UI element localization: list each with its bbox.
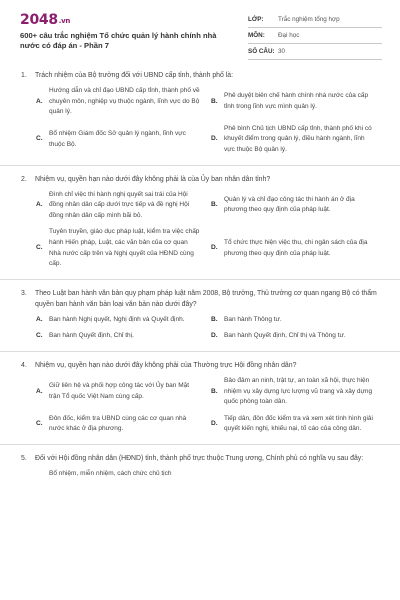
answer-option[interactable] bbox=[36, 227, 205, 269]
option-letter: A. bbox=[36, 97, 43, 105]
answer-option[interactable] bbox=[211, 414, 380, 435]
document-header bbox=[0, 0, 400, 62]
meta-value: Trắc nghiệm tổng hợp bbox=[278, 16, 340, 23]
answer-option[interactable] bbox=[36, 376, 205, 408]
question-body: Đối với Hội đồng nhân dân (HĐND) tỉnh, thành phố trực thuộc Trung ương, Chính phủ có nghĩa vụ sau đây: bbox=[35, 454, 364, 462]
question-text bbox=[21, 360, 380, 371]
question bbox=[0, 288, 400, 342]
answer-option[interactable] bbox=[36, 86, 205, 118]
option-text: Tuyên truyền, giáo dục pháp luật, kiểm tra việc chấp hành Hiến pháp, Luật, các văn bản của cơ quan Nhà nước cấp trên và Nghị quyết của HĐND cùng cấp. bbox=[49, 228, 200, 268]
meta-value: Đại học bbox=[278, 32, 300, 39]
question-divider bbox=[0, 279, 400, 280]
answer-option[interactable] bbox=[36, 469, 205, 480]
answer-option[interactable] bbox=[36, 124, 205, 156]
option-letter: D. bbox=[211, 419, 218, 427]
answer-option[interactable] bbox=[36, 315, 205, 326]
question-body: Trách nhiệm của Bộ trưởng đối với UBND cấp tỉnh, thành phố là: bbox=[35, 72, 234, 79]
option-list bbox=[21, 315, 380, 342]
option-list bbox=[21, 469, 380, 480]
answer-option[interactable] bbox=[211, 86, 380, 118]
logo-text: 2048 bbox=[20, 12, 58, 28]
option-text: Giữ liên hệ và phối hợp công tác với Ủy ban Mặt trận Tổ quốc Việt Nam cùng cấp. bbox=[49, 382, 190, 400]
option-text: Đôn đốc, kiểm tra UBND cùng các cơ quan nhà nước khác ở địa phương. bbox=[49, 414, 187, 433]
site-logo[interactable] bbox=[20, 12, 70, 28]
question-number: 2. bbox=[21, 175, 27, 183]
option-text: Ban hành Thông tư. bbox=[224, 315, 282, 323]
meta-row bbox=[248, 44, 382, 60]
document-meta bbox=[248, 12, 382, 60]
question bbox=[0, 174, 400, 270]
question-body: Nhiệm vụ, quyền hạn nào dưới đây không phải là của Ủy ban nhân dân tỉnh? bbox=[35, 175, 271, 183]
answer-option[interactable] bbox=[36, 190, 205, 222]
option-list bbox=[21, 190, 380, 270]
option-list bbox=[21, 86, 380, 156]
option-text: Tổ chức thực hiện việc thu, chi ngân sách của địa phương theo quy định của pháp luật. bbox=[224, 238, 368, 257]
option-text: Tiếp dân, đôn đốc kiểm tra và xem xét tình hình giải quyết kiến nghị, khiếu nại, tố cáo của công dân. bbox=[224, 414, 373, 433]
question-body: Nhiệm vụ, quyền hạn nào dưới đây không phải của Thường trực Hội đồng nhân dân? bbox=[35, 361, 297, 369]
option-text: Đình chỉ việc thi hành nghị quyết sai trái của Hội đồng nhân dân cấp dưới trực tiếp và đề nghị Hội đồng nhân dân cấp mình bãi bỏ. bbox=[49, 190, 190, 219]
option-letter: B. bbox=[211, 201, 218, 209]
question-number: 4. bbox=[21, 361, 27, 369]
option-text: Bổ nhiệm Giám đốc Sở quản lý ngành, lĩnh vực thuộc Bộ. bbox=[49, 130, 186, 148]
option-text: Bảo đảm an ninh, trật tự, an toàn xã hội, thực hiện nhiệm vụ xây dựng lực lượng vũ trang và xây dựng quốc phòng toàn dân. bbox=[224, 376, 373, 406]
question-divider bbox=[0, 444, 400, 445]
option-text: Ban hành Quyết định, Chỉ thị và Thông tư. bbox=[224, 332, 346, 340]
question-text bbox=[21, 174, 380, 185]
option-list bbox=[21, 376, 380, 435]
option-text: Hướng dẫn và chỉ đạo UBND cấp tỉnh, thành phố về chuyên môn, nghiệp vụ thuộc ngành, lĩnh vực do Bộ quản lý. bbox=[49, 87, 200, 116]
question-divider bbox=[0, 165, 400, 166]
answer-option[interactable] bbox=[36, 414, 205, 435]
document-title: 600+ câu trắc nghiệm Tổ chức quản lý hành chính nhà nước có đáp án - Phần 7 bbox=[20, 31, 217, 50]
question-body: Theo Luật ban hành văn bản quy phạm pháp luật năm 2008, Bộ trưởng, Thủ trưởng cơ quan ngang Bộ có thẩm quyền ban hành văn bản loại văn bản nào dưới đây? bbox=[35, 289, 377, 308]
question-text bbox=[21, 70, 380, 81]
option-letter: A. bbox=[36, 201, 43, 209]
answer-option[interactable] bbox=[211, 315, 380, 326]
logo-suffix: .vn bbox=[58, 17, 71, 25]
question bbox=[0, 453, 400, 480]
option-text: Ban hành Nghị quyết, Nghị định và Quyết định. bbox=[49, 315, 185, 323]
option-letter: B. bbox=[211, 315, 218, 323]
option-letter: D. bbox=[211, 135, 218, 143]
answer-option[interactable] bbox=[211, 376, 380, 408]
option-text: Phê bình Chủ tịch UBND cấp tỉnh, thành phố khi có khuyết điểm trong quản lý, điều hành ngành, lĩnh vực thuộc Bộ quản lý. bbox=[224, 124, 372, 153]
meta-row bbox=[248, 12, 382, 28]
question bbox=[0, 70, 400, 156]
option-letter: D. bbox=[211, 332, 218, 340]
option-letter: C. bbox=[36, 332, 43, 340]
question-list bbox=[0, 70, 400, 488]
meta-label: SỐ CÂU: bbox=[248, 48, 275, 55]
option-letter: C. bbox=[36, 419, 43, 427]
option-text: Quản lý và chỉ đạo công tác thi hành án ở địa phương theo quy định của pháp luật. bbox=[224, 195, 355, 214]
option-text: Bổ nhiệm, miễn nhiệm, cách chức chủ tịch bbox=[49, 469, 172, 477]
question bbox=[0, 360, 400, 435]
question-number: 5. bbox=[21, 454, 27, 462]
option-letter: A. bbox=[36, 315, 43, 323]
option-letter: A. bbox=[36, 387, 43, 395]
answer-option[interactable] bbox=[36, 331, 205, 342]
option-letter: B. bbox=[211, 97, 218, 105]
question-number: 3. bbox=[21, 289, 27, 297]
meta-label: LỚP: bbox=[248, 16, 264, 23]
option-letter: D. bbox=[211, 244, 218, 252]
meta-label: MÔN: bbox=[248, 32, 265, 39]
question-text bbox=[21, 288, 380, 310]
answer-option[interactable] bbox=[211, 124, 380, 156]
answer-option[interactable] bbox=[211, 190, 380, 222]
answer-option[interactable] bbox=[211, 331, 380, 342]
meta-value: 30 bbox=[278, 48, 286, 55]
option-letter: C. bbox=[36, 244, 43, 252]
answer-option[interactable] bbox=[211, 227, 380, 269]
question-number: 1. bbox=[21, 72, 27, 79]
option-letter: C. bbox=[36, 135, 43, 143]
option-letter: B. bbox=[211, 387, 218, 395]
option-text: Ban hành Quyết định, Chỉ thị. bbox=[49, 332, 134, 340]
question-text bbox=[21, 453, 380, 464]
meta-row bbox=[248, 28, 382, 44]
option-text: Phê duyệt biên chế hành chính nhà nước của cấp tỉnh trong lĩnh vực mình quản lý. bbox=[224, 92, 369, 110]
question-divider bbox=[0, 351, 400, 352]
